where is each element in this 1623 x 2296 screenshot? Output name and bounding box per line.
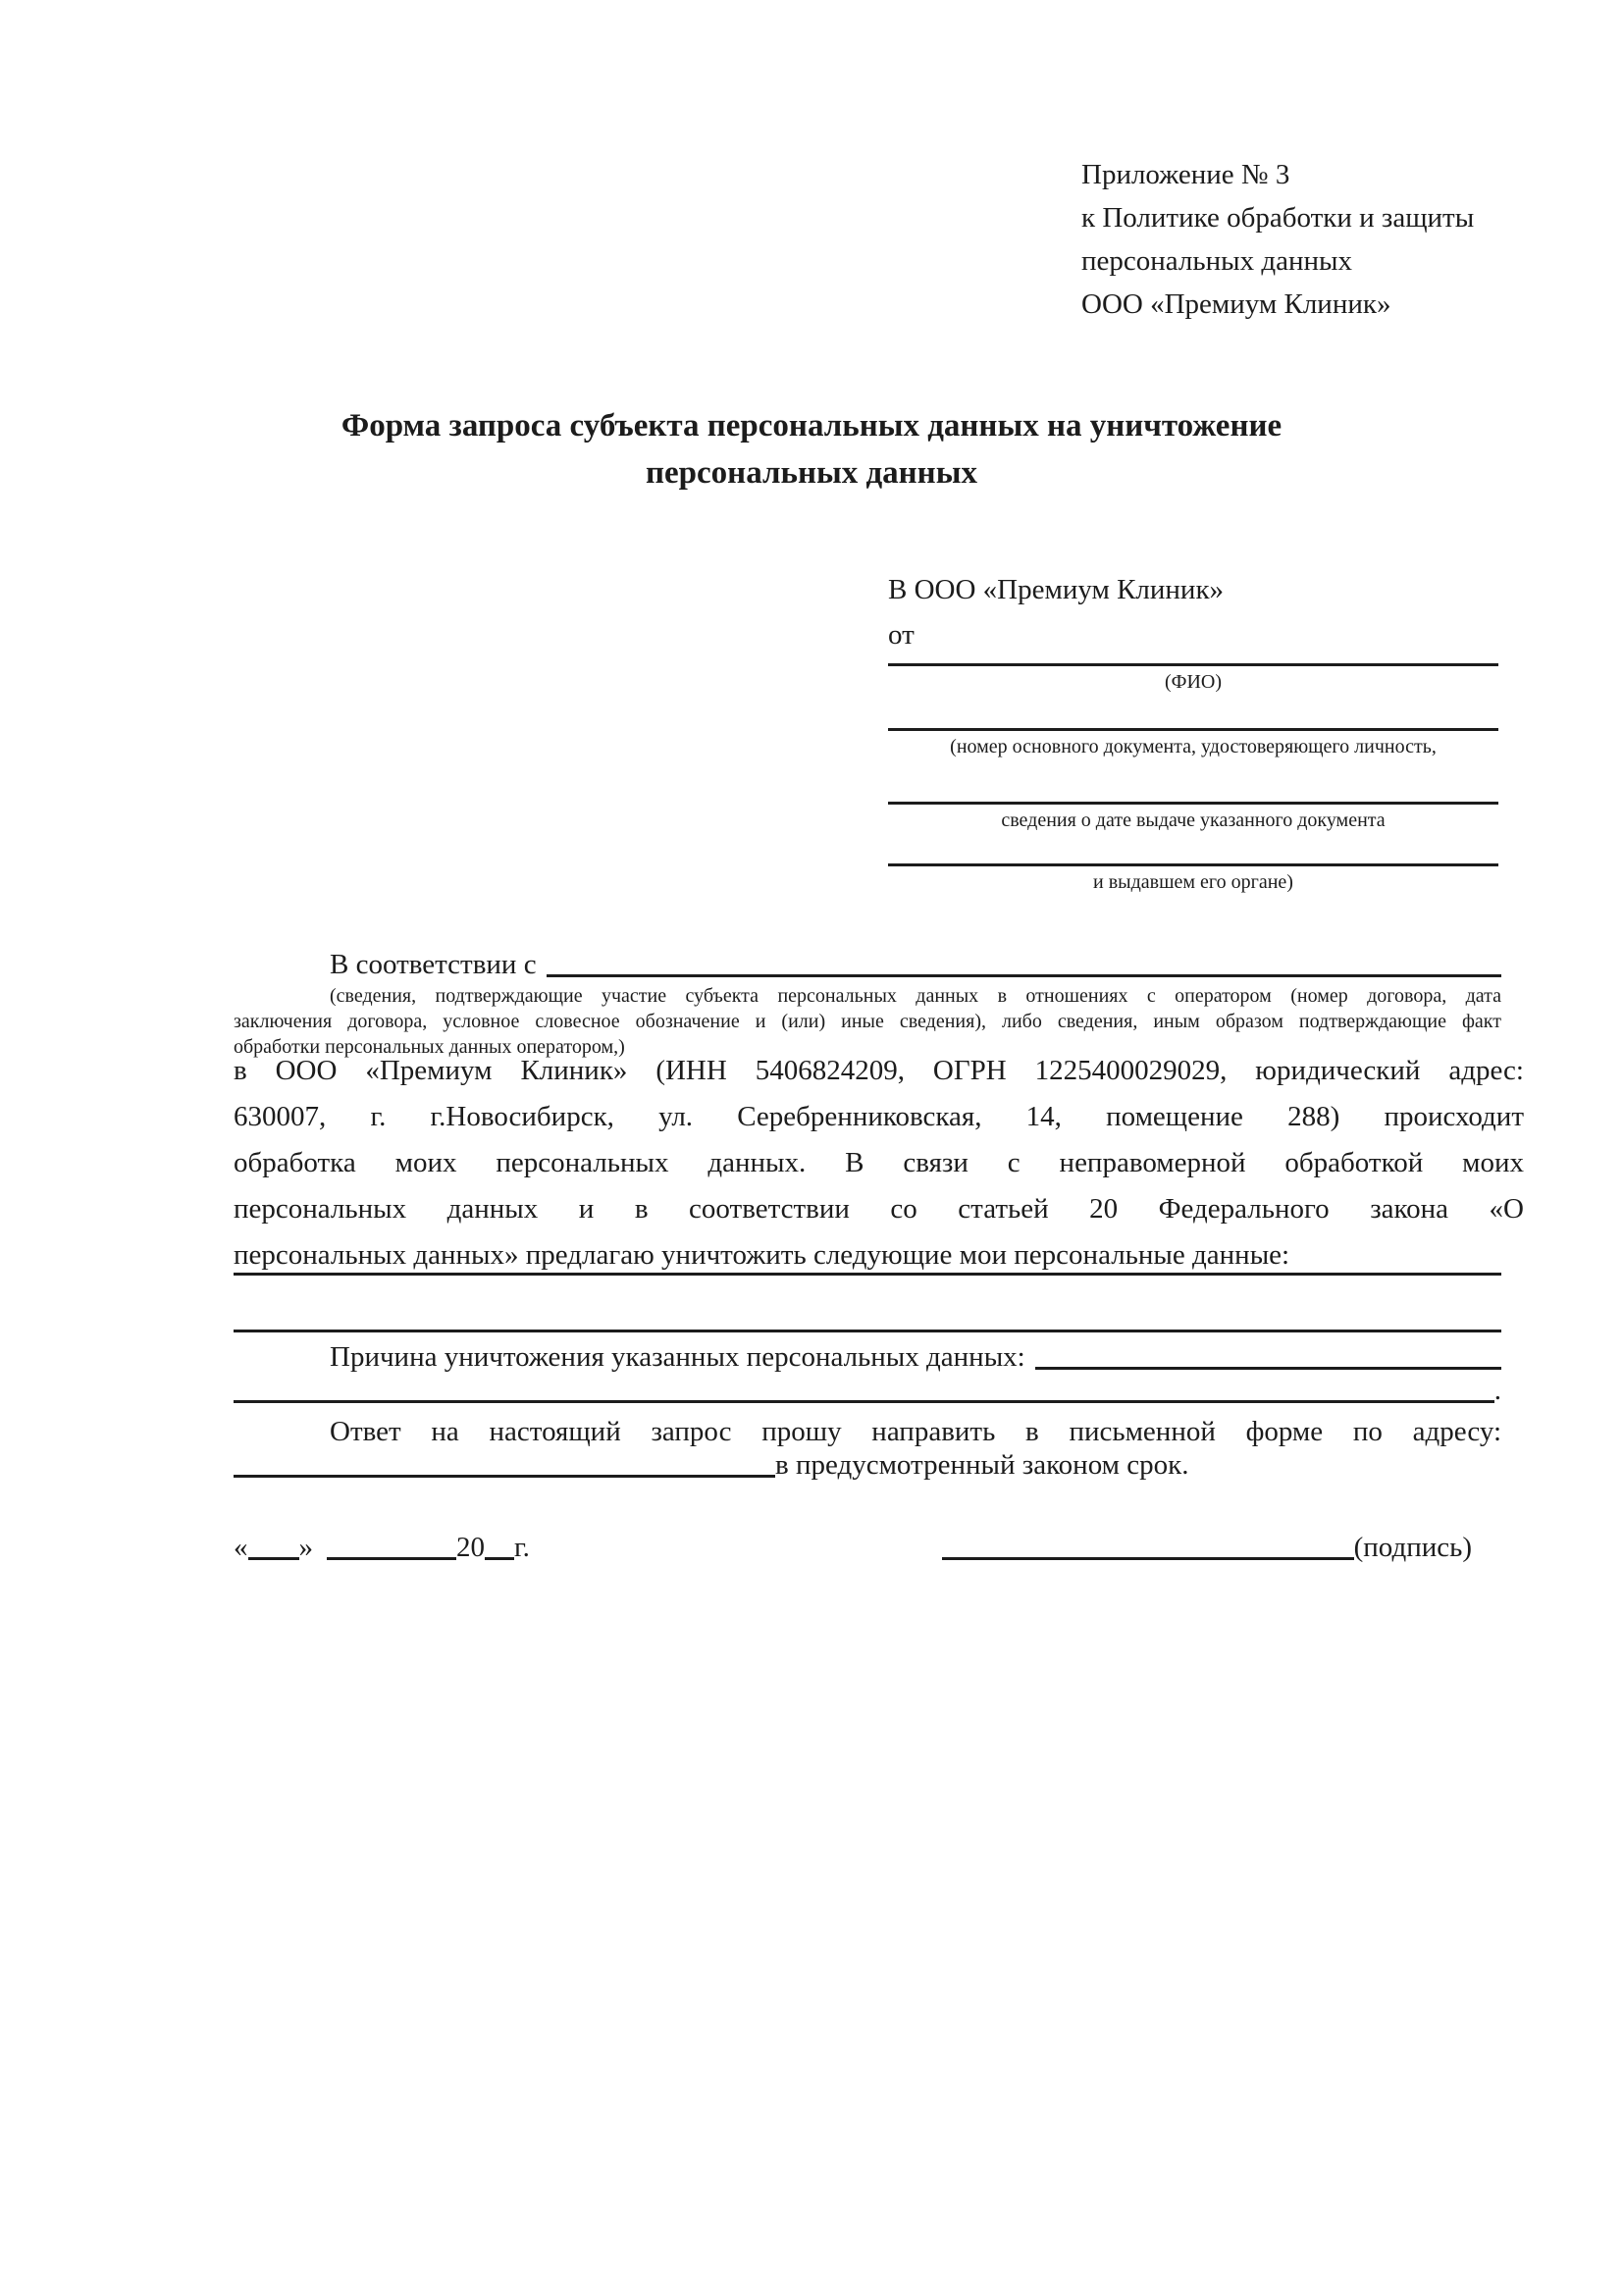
fine-print-line: (сведения, подтверждающие участие субъекта персональных данных в отношениях с оператором (номер договора, дата	[330, 985, 1501, 1007]
issue-date-input-line[interactable]	[888, 802, 1498, 805]
reason-label: Причина уничтожения указанных персональных данных:	[330, 1341, 1025, 1373]
year-suffix: г.	[514, 1532, 530, 1563]
appendix-line: Приложение № 3	[1081, 159, 1290, 190]
address-input-line[interactable]	[234, 1475, 775, 1478]
month-input-line[interactable]	[327, 1557, 456, 1560]
sentence-period: .	[1493, 1375, 1501, 1406]
fio-caption: (ФИО)	[1164, 671, 1222, 693]
year-input-line[interactable]	[485, 1557, 514, 1560]
day-input-line[interactable]	[248, 1557, 299, 1560]
personal-data-input-line[interactable]	[234, 1273, 1501, 1276]
reason-continuation-row	[234, 1375, 1501, 1407]
paragraph-line: персональных данных и в соответствии со статьей 20 Федерального закона «О	[234, 1193, 1524, 1225]
paragraph-line: обработка моих персональных данных. В связи с неправомерной обработкой моих	[234, 1147, 1524, 1178]
signature-group	[942, 1532, 1472, 1564]
form-title	[0, 402, 1623, 496]
reason-input-line[interactable]	[1035, 1367, 1501, 1370]
issuing-authority-input-line[interactable]	[888, 863, 1498, 866]
reason-continuation-input-line[interactable]	[234, 1400, 1494, 1403]
date-group	[234, 1532, 530, 1564]
issuing-authority-caption: и выдавшем его органе)	[1093, 871, 1293, 893]
accordance-label: В соответствии с	[330, 949, 537, 980]
document-number-caption: (номер основного документа, удостоверяющего личность,	[950, 736, 1437, 757]
appendix-line: ООО «Премиум Клиник»	[1081, 288, 1391, 320]
appendix-line: к Политике обработки и защиты	[1081, 202, 1475, 234]
main-paragraph	[234, 1048, 1524, 1278]
form-title-line: персональных данных	[646, 455, 977, 491]
quote-open: «	[234, 1532, 248, 1563]
issue-date-caption: сведения о дате выдаче указанного документа	[1001, 809, 1386, 831]
signature-caption: (подпись)	[1353, 1532, 1472, 1563]
accordance-input-line[interactable]	[547, 974, 1501, 977]
addressee-to: В ООО «Премиум Клиник»	[888, 574, 1225, 605]
year-prefix: 20	[456, 1532, 485, 1563]
fine-print-line: заключения договора, условное словесное обозначение и (или) иные сведения), либо сведения, иным образом подтверждающие факт	[234, 1011, 1501, 1032]
signature-input-line[interactable]	[942, 1557, 1354, 1560]
appendix-line: персональных данных	[1081, 245, 1353, 277]
paragraph-line: 630007, г. г.Новосибирск, ул. Серебренниковская, 14, помещение 288) происходит	[234, 1101, 1524, 1132]
fine-print-line: обработки персональных данных оператором,)	[234, 1036, 625, 1058]
footer-row	[234, 1527, 1472, 1564]
appendix-header	[1081, 153, 1533, 326]
document-number-input-line[interactable]	[888, 728, 1498, 731]
reason-row	[234, 1332, 1501, 1374]
addressee-from-label: от	[888, 619, 915, 651]
paragraph-line: в ООО «Премиум Клиник» (ИНН 5406824209, ОГРН 1225400029029, юридический адрес:	[234, 1055, 1524, 1086]
fio-input-line[interactable]	[888, 663, 1498, 666]
answer-tail: в предусмотренный законом срок.	[775, 1449, 1189, 1481]
address-row	[234, 1448, 1501, 1482]
answer-sentence: Ответ на настоящий запрос прошу направить в письменной форме по адресу:	[330, 1416, 1501, 1447]
form-title-line: Форма запроса субъекта персональных данных на уничтожение	[340, 408, 1283, 444]
quote-close: »	[298, 1532, 313, 1563]
accordance-row	[234, 940, 1501, 981]
paragraph-line: персональных данных» предлагаю уничтожить следующие мои персональные данные:	[234, 1239, 1290, 1271]
